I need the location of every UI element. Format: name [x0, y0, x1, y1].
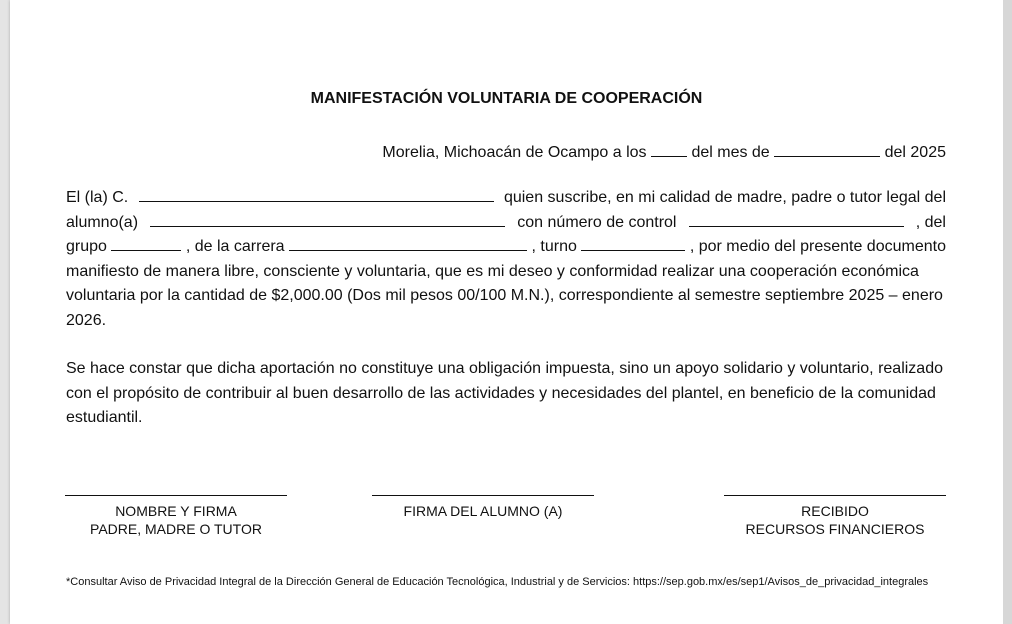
group-blank[interactable] — [111, 235, 181, 251]
paragraph-line — [66, 309, 946, 334]
text-segment: Se hace constar que dicha aportación no constituye una obligación impuesta, sino un apoyo solidario y voluntario, realizado — [66, 360, 943, 377]
text-segment: , de la carrera — [185, 238, 285, 255]
dateline — [382, 141, 946, 162]
signature-label: NOMBRE Y FIRMA — [115, 503, 237, 519]
signature-parent — [65, 495, 287, 538]
career-blank[interactable] — [289, 235, 527, 251]
text-segment: estudiantil. — [66, 409, 143, 426]
dateline-place: Morelia, Michoacán de Ocampo a los — [382, 144, 647, 161]
signature-label: FIRMA DEL ALUMNO (A) — [403, 503, 563, 519]
paragraph-line — [66, 406, 946, 431]
paragraph-line — [66, 186, 946, 211]
document-title: MANIFESTACIÓN VOLUNTARIA DE COOPERACIÓN — [310, 90, 703, 107]
text-segment: quien suscribe, en mi calidad de madre, padre o tutor legal del — [503, 189, 946, 206]
text-segment: con número de control — [517, 213, 677, 231]
paragraph-line — [66, 284, 946, 309]
text-segment: manifiesto de manera libre, consciente y voluntaria, que es mi deseo y conformidad realizar una cooperación económica — [66, 262, 919, 280]
control-number-blank[interactable] — [689, 211, 904, 227]
paragraph-line — [66, 211, 946, 236]
text-segment: grupo — [66, 238, 107, 255]
signature-line[interactable] — [65, 495, 287, 496]
privacy-footnote: *Consultar Aviso de Privacidad Integral de la Dirección General de Educación Tecnológica, Industrial y de Servicios: https://sep.gob.mx/es/sep1/Avisos_de_privacidad_integrales — [66, 576, 929, 588]
text-segment: , por medio del presente documento — [689, 238, 946, 255]
signature-received — [724, 495, 946, 538]
signature-student — [372, 495, 594, 520]
text-segment: , turno — [531, 238, 577, 255]
text-segment: alumno(a) — [66, 213, 139, 231]
signature-label: RECIBIDO — [801, 503, 869, 519]
paragraph-1 — [66, 186, 946, 333]
signature-sublabel: PADRE, MADRE O TUTOR — [90, 521, 262, 537]
dateline-year: del 2025 — [884, 144, 946, 161]
text-segment: con el propósito de contribuir al buen desarrollo de las actividades y necesidades del plantel, en beneficio de la comunidad — [66, 384, 936, 402]
page-edge — [1003, 0, 1012, 624]
month-blank[interactable] — [774, 141, 880, 157]
signature-line[interactable] — [372, 495, 594, 496]
document-page — [10, 0, 1003, 624]
shift-blank[interactable] — [581, 235, 685, 251]
paragraph-line — [66, 260, 946, 285]
paragraph-line — [66, 235, 946, 260]
paragraph-2 — [66, 357, 946, 431]
dateline-month-label: del mes de — [691, 144, 770, 161]
signature-line[interactable] — [724, 495, 946, 496]
student-name-blank[interactable] — [150, 211, 505, 227]
name-blank[interactable] — [139, 186, 494, 202]
paragraph-line — [66, 357, 946, 382]
text-segment: , del — [915, 213, 946, 231]
paragraph-line — [66, 382, 946, 407]
day-blank[interactable] — [651, 141, 687, 157]
signature-sublabel: RECURSOS FINANCIEROS — [745, 521, 925, 537]
text-segment: 2026. — [66, 311, 107, 329]
text-segment: voluntaria por la cantidad de $2,000.00 (Dos mil pesos 00/100 M.N.), correspondiente al semestre septiembre 2025 – enero — [66, 287, 943, 304]
text-segment: El (la) C. — [66, 189, 129, 206]
